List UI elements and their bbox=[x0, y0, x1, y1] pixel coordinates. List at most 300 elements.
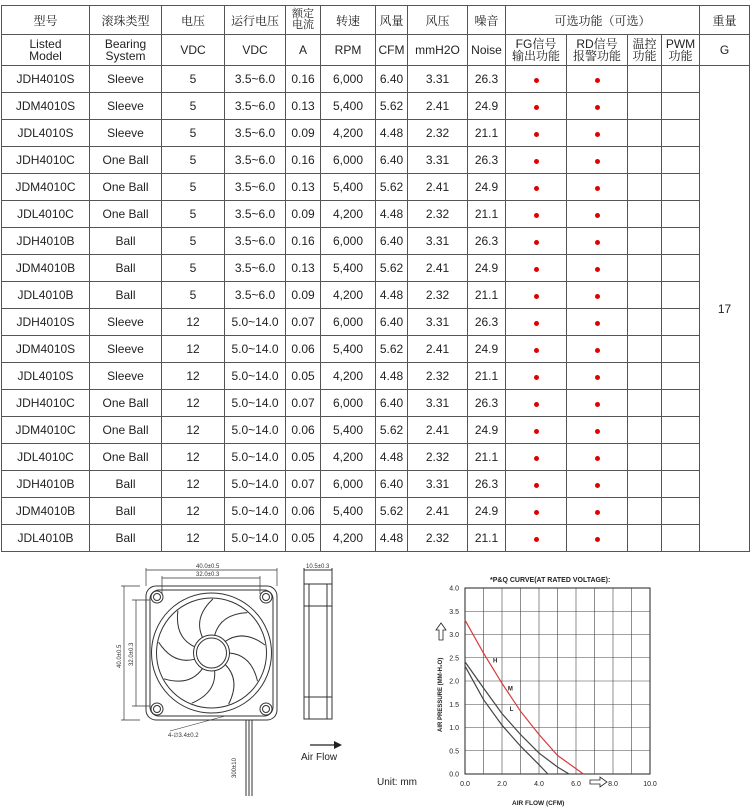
cell-rd bbox=[567, 363, 628, 390]
cell-op-voltage: 3.5~6.0 bbox=[225, 255, 286, 282]
cell-fg bbox=[506, 390, 567, 417]
header-model-en: Listed Model bbox=[2, 35, 90, 66]
feature-dot-icon bbox=[534, 537, 539, 542]
x-axis-label: AIR FLOW (CFM) bbox=[512, 800, 565, 807]
cell-pressure: 2.32 bbox=[408, 201, 468, 228]
cell-noise: 24.9 bbox=[468, 174, 506, 201]
cell-op-voltage: 3.5~6.0 bbox=[225, 120, 286, 147]
cell-rd bbox=[567, 471, 628, 498]
cell-voltage: 5 bbox=[162, 201, 225, 228]
cell-current: 0.05 bbox=[286, 363, 321, 390]
cell-temp bbox=[628, 444, 662, 471]
cell-pressure: 2.41 bbox=[408, 93, 468, 120]
header-noise-cn: 噪音 bbox=[468, 6, 506, 35]
cell-model: JDM4010S bbox=[2, 93, 90, 120]
table-row bbox=[2, 390, 750, 417]
feature-dot-icon bbox=[595, 240, 600, 245]
header-cfm-en: CFM bbox=[376, 35, 408, 66]
feature-dot-icon bbox=[595, 186, 600, 191]
cell-rpm: 6,000 bbox=[321, 228, 376, 255]
cell-current: 0.07 bbox=[286, 309, 321, 336]
cell-pwm bbox=[662, 120, 700, 147]
cell-noise: 21.1 bbox=[468, 282, 506, 309]
cell-current: 0.07 bbox=[286, 390, 321, 417]
header-rpm-cn: 转速 bbox=[321, 6, 376, 35]
cell-current: 0.05 bbox=[286, 444, 321, 471]
cell-op-voltage: 5.0~14.0 bbox=[225, 309, 286, 336]
cell-bearing: Ball bbox=[90, 525, 162, 552]
cell-pressure: 3.31 bbox=[408, 66, 468, 93]
cell-bearing: Sleeve bbox=[90, 336, 162, 363]
cell-pwm bbox=[662, 471, 700, 498]
cell-model: JDH4010B bbox=[2, 471, 90, 498]
airflow-arrow bbox=[310, 741, 342, 749]
cell-rpm: 5,400 bbox=[321, 255, 376, 282]
cell-fg bbox=[506, 525, 567, 552]
lead-wires bbox=[246, 720, 252, 796]
feature-dot-icon bbox=[595, 78, 600, 83]
x-tick-label: 10.0 bbox=[643, 781, 657, 788]
cell-pwm bbox=[662, 93, 700, 120]
cell-current: 0.16 bbox=[286, 147, 321, 174]
feature-dot-icon bbox=[534, 483, 539, 488]
table-row bbox=[2, 147, 750, 174]
feature-dot-icon bbox=[534, 105, 539, 110]
cell-bearing: Ball bbox=[90, 471, 162, 498]
feature-dot-icon bbox=[534, 240, 539, 245]
cell-rd bbox=[567, 120, 628, 147]
cell-op-voltage: 5.0~14.0 bbox=[225, 417, 286, 444]
cell-rpm: 6,000 bbox=[321, 309, 376, 336]
header-vdc-en: VDC bbox=[162, 35, 225, 66]
cell-rpm: 6,000 bbox=[321, 147, 376, 174]
cell-fg bbox=[506, 417, 567, 444]
cell-temp bbox=[628, 363, 662, 390]
feature-dot-icon bbox=[595, 159, 600, 164]
table-row bbox=[2, 201, 750, 228]
cell-rpm: 5,400 bbox=[321, 174, 376, 201]
cell-model: JDL4010B bbox=[2, 282, 90, 309]
cell-rd bbox=[567, 66, 628, 93]
dim-height-inner: 32.0±0.3 bbox=[129, 642, 135, 666]
cell-bearing: One Ball bbox=[90, 174, 162, 201]
table-row bbox=[2, 66, 750, 93]
cell-cfm: 6.40 bbox=[376, 66, 408, 93]
cell-pressure: 3.31 bbox=[408, 228, 468, 255]
cell-pwm bbox=[662, 444, 700, 471]
feature-dot-icon bbox=[595, 537, 600, 542]
table-row bbox=[2, 471, 750, 498]
cell-temp bbox=[628, 255, 662, 282]
cell-pressure: 2.41 bbox=[408, 174, 468, 201]
cell-bearing: Sleeve bbox=[90, 309, 162, 336]
cell-rd bbox=[567, 228, 628, 255]
cell-op-voltage: 5.0~14.0 bbox=[225, 336, 286, 363]
header-current-cn: 额定 电流 bbox=[286, 6, 321, 35]
cell-current: 0.05 bbox=[286, 525, 321, 552]
cell-pressure: 2.32 bbox=[408, 363, 468, 390]
header-voltage-cn: 电压 bbox=[162, 6, 225, 35]
cell-bearing: Ball bbox=[90, 255, 162, 282]
cell-model: JDM4010C bbox=[2, 174, 90, 201]
cell-pressure: 2.32 bbox=[408, 444, 468, 471]
feature-dot-icon bbox=[595, 456, 600, 461]
cell-voltage: 12 bbox=[162, 363, 225, 390]
cell-cfm: 6.40 bbox=[376, 309, 408, 336]
cell-fg bbox=[506, 174, 567, 201]
cell-temp bbox=[628, 417, 662, 444]
table-row bbox=[2, 525, 750, 552]
table-row bbox=[2, 309, 750, 336]
cell-noise: 21.1 bbox=[468, 525, 506, 552]
cell-pwm bbox=[662, 336, 700, 363]
cell-cfm: 5.62 bbox=[376, 174, 408, 201]
cell-voltage: 12 bbox=[162, 471, 225, 498]
cell-op-voltage: 5.0~14.0 bbox=[225, 471, 286, 498]
header-pressure-cn: 风压 bbox=[408, 6, 468, 35]
feature-dot-icon bbox=[534, 294, 539, 299]
cell-current: 0.09 bbox=[286, 201, 321, 228]
cell-bearing: One Ball bbox=[90, 390, 162, 417]
fan-blade bbox=[225, 636, 265, 645]
y-tick-label: 0.5 bbox=[449, 748, 459, 756]
feature-dot-icon bbox=[534, 510, 539, 515]
fan-blade bbox=[159, 642, 195, 660]
header-bearing-cn: 滚珠类型 bbox=[90, 6, 162, 35]
header-model-cn: 型号 bbox=[2, 6, 90, 35]
cell-current: 0.13 bbox=[286, 93, 321, 120]
cell-rpm: 5,400 bbox=[321, 336, 376, 363]
feature-dot-icon bbox=[595, 510, 600, 515]
drawings-area bbox=[0, 556, 750, 807]
cell-fg bbox=[506, 471, 567, 498]
cell-rpm: 4,200 bbox=[321, 363, 376, 390]
cell-fg bbox=[506, 228, 567, 255]
cell-voltage: 5 bbox=[162, 120, 225, 147]
cell-bearing: One Ball bbox=[90, 147, 162, 174]
cell-fg bbox=[506, 255, 567, 282]
cell-rd bbox=[567, 525, 628, 552]
cell-current: 0.16 bbox=[286, 228, 321, 255]
feature-dot-icon bbox=[595, 132, 600, 137]
cell-pressure: 3.31 bbox=[408, 390, 468, 417]
dim-width-outer: 40.0±0.5 bbox=[196, 564, 220, 570]
cell-rpm: 6,000 bbox=[321, 471, 376, 498]
cell-pwm bbox=[662, 255, 700, 282]
cell-op-voltage: 5.0~14.0 bbox=[225, 498, 286, 525]
cell-voltage: 12 bbox=[162, 309, 225, 336]
header-pwm: PWM 功能 bbox=[662, 35, 700, 66]
cell-temp bbox=[628, 498, 662, 525]
table-row bbox=[2, 282, 750, 309]
cell-weight: 17 bbox=[700, 66, 750, 552]
cell-model: JDH4010S bbox=[2, 309, 90, 336]
y-axis-arrow-icon bbox=[436, 623, 446, 640]
cell-rd bbox=[567, 147, 628, 174]
cell-bearing: Sleeve bbox=[90, 93, 162, 120]
cell-noise: 26.3 bbox=[468, 309, 506, 336]
cell-pwm bbox=[662, 363, 700, 390]
dim-depth: 10.5±0.3 bbox=[306, 564, 330, 570]
series-label-h: H bbox=[493, 658, 498, 665]
cell-pwm bbox=[662, 201, 700, 228]
x-tick-label: 8.0 bbox=[608, 781, 618, 788]
feature-dot-icon bbox=[595, 429, 600, 434]
y-tick-label: 2.0 bbox=[449, 678, 459, 686]
dim-lead: 300±10 bbox=[232, 758, 238, 778]
cell-rpm: 4,200 bbox=[321, 525, 376, 552]
airflow-label: Air Flow bbox=[301, 752, 338, 763]
cell-model: JDL4010C bbox=[2, 444, 90, 471]
cell-bearing: Sleeve bbox=[90, 66, 162, 93]
feature-dot-icon bbox=[534, 321, 539, 326]
cell-op-voltage: 5.0~14.0 bbox=[225, 390, 286, 417]
fan-blade bbox=[225, 665, 234, 705]
series-line-l bbox=[465, 666, 548, 774]
cell-bearing: One Ball bbox=[90, 444, 162, 471]
dim-holes: 4-∅3.4±0.2 bbox=[168, 733, 199, 739]
cell-temp bbox=[628, 66, 662, 93]
cell-model: JDL4010S bbox=[2, 120, 90, 147]
cell-rpm: 6,000 bbox=[321, 66, 376, 93]
cell-cfm: 4.48 bbox=[376, 363, 408, 390]
cell-cfm: 5.62 bbox=[376, 255, 408, 282]
cell-op-voltage: 5.0~14.0 bbox=[225, 444, 286, 471]
cell-cfm: 5.62 bbox=[376, 498, 408, 525]
table-row bbox=[2, 363, 750, 390]
y-tick-label: 1.5 bbox=[449, 701, 459, 709]
feature-dot-icon bbox=[595, 267, 600, 272]
cell-rpm: 4,200 bbox=[321, 282, 376, 309]
cell-op-voltage: 3.5~6.0 bbox=[225, 93, 286, 120]
cell-current: 0.07 bbox=[286, 471, 321, 498]
pq-chart bbox=[436, 577, 657, 807]
cell-pressure: 2.32 bbox=[408, 525, 468, 552]
cell-pwm bbox=[662, 417, 700, 444]
x-axis-arrow-icon bbox=[590, 777, 607, 787]
cell-current: 0.16 bbox=[286, 66, 321, 93]
cell-fg bbox=[506, 147, 567, 174]
cell-noise: 26.3 bbox=[468, 390, 506, 417]
series-line-m bbox=[465, 662, 569, 774]
header-weight-cn: 重量 bbox=[700, 6, 750, 35]
cell-bearing: Sleeve bbox=[90, 120, 162, 147]
feature-dot-icon bbox=[534, 267, 539, 272]
cell-cfm: 4.48 bbox=[376, 525, 408, 552]
cell-model: JDL4010C bbox=[2, 201, 90, 228]
cell-cfm: 6.40 bbox=[376, 471, 408, 498]
cell-noise: 26.3 bbox=[468, 66, 506, 93]
table-row bbox=[2, 228, 750, 255]
header-options-cn: 可选功能（可选） bbox=[506, 6, 700, 35]
y-tick-label: 3.0 bbox=[449, 632, 459, 639]
series-label-m: M bbox=[507, 686, 513, 693]
x-tick-label: 2.0 bbox=[497, 781, 507, 788]
cell-pressure: 2.32 bbox=[408, 282, 468, 309]
feature-dot-icon bbox=[595, 375, 600, 380]
cell-bearing: Sleeve bbox=[90, 363, 162, 390]
header-noise-en: Noise bbox=[468, 35, 506, 66]
header-rpm-en: RPM bbox=[321, 35, 376, 66]
cell-voltage: 5 bbox=[162, 93, 225, 120]
feature-dot-icon bbox=[534, 348, 539, 353]
table-row bbox=[2, 336, 750, 363]
cell-pwm bbox=[662, 525, 700, 552]
cell-noise: 26.3 bbox=[468, 471, 506, 498]
fan-blade bbox=[164, 669, 203, 682]
feature-dot-icon bbox=[534, 429, 539, 434]
cell-cfm: 4.48 bbox=[376, 120, 408, 147]
cell-op-voltage: 5.0~14.0 bbox=[225, 525, 286, 552]
cell-op-voltage: 5.0~14.0 bbox=[225, 363, 286, 390]
cell-temp bbox=[628, 228, 662, 255]
cell-current: 0.09 bbox=[286, 282, 321, 309]
cell-voltage: 12 bbox=[162, 336, 225, 363]
cell-op-voltage: 3.5~6.0 bbox=[225, 147, 286, 174]
feature-dot-icon bbox=[595, 483, 600, 488]
cell-fg bbox=[506, 336, 567, 363]
cell-voltage: 12 bbox=[162, 444, 225, 471]
cell-bearing: Ball bbox=[90, 282, 162, 309]
table-row bbox=[2, 120, 750, 147]
cell-bearing: Ball bbox=[90, 228, 162, 255]
cell-op-voltage: 3.5~6.0 bbox=[225, 228, 286, 255]
feature-dot-icon bbox=[534, 132, 539, 137]
cell-current: 0.13 bbox=[286, 255, 321, 282]
fan-side-view bbox=[304, 568, 332, 719]
cell-pwm bbox=[662, 66, 700, 93]
y-tick-label: 4.0 bbox=[449, 585, 459, 593]
cell-cfm: 6.40 bbox=[376, 228, 408, 255]
cell-rpm: 4,200 bbox=[321, 120, 376, 147]
fan-blade bbox=[215, 613, 248, 636]
cell-pwm bbox=[662, 228, 700, 255]
header-op-voltage-cn: 运行电压 bbox=[225, 6, 286, 35]
header-vdc2-en: VDC bbox=[225, 35, 286, 66]
cell-current: 0.06 bbox=[286, 417, 321, 444]
fan-blade bbox=[200, 599, 213, 637]
cell-cfm: 4.48 bbox=[376, 201, 408, 228]
cell-fg bbox=[506, 282, 567, 309]
feature-dot-icon bbox=[595, 402, 600, 407]
table-row bbox=[2, 417, 750, 444]
cell-noise: 21.1 bbox=[468, 363, 506, 390]
cell-pressure: 2.41 bbox=[408, 417, 468, 444]
cell-voltage: 5 bbox=[162, 174, 225, 201]
table-row bbox=[2, 93, 750, 120]
cell-pressure: 2.41 bbox=[408, 498, 468, 525]
feature-dot-icon bbox=[534, 78, 539, 83]
cell-pwm bbox=[662, 309, 700, 336]
cell-noise: 21.1 bbox=[468, 201, 506, 228]
cell-temp bbox=[628, 120, 662, 147]
cell-model: JDL4010B bbox=[2, 525, 90, 552]
cell-fg bbox=[506, 66, 567, 93]
cell-op-voltage: 3.5~6.0 bbox=[225, 282, 286, 309]
cell-voltage: 5 bbox=[162, 147, 225, 174]
cell-noise: 24.9 bbox=[468, 93, 506, 120]
cell-noise: 26.3 bbox=[468, 228, 506, 255]
cell-rd bbox=[567, 417, 628, 444]
cell-bearing: Ball bbox=[90, 498, 162, 525]
cell-rd bbox=[567, 498, 628, 525]
cell-cfm: 4.48 bbox=[376, 444, 408, 471]
cell-temp bbox=[628, 390, 662, 417]
cell-pwm bbox=[662, 390, 700, 417]
cell-cfm: 4.48 bbox=[376, 282, 408, 309]
cell-temp bbox=[628, 147, 662, 174]
cell-rd bbox=[567, 282, 628, 309]
feature-dot-icon bbox=[534, 456, 539, 461]
cell-cfm: 6.40 bbox=[376, 390, 408, 417]
header-mmh2o-en: mmH2O bbox=[408, 35, 468, 66]
y-axis-label: AIR PRESSURE (MM-H₂O) bbox=[438, 657, 444, 732]
y-tick-label: 3.5 bbox=[449, 608, 459, 616]
feature-dot-icon bbox=[595, 321, 600, 326]
cell-op-voltage: 3.5~6.0 bbox=[225, 201, 286, 228]
cell-pwm bbox=[662, 147, 700, 174]
feature-dot-icon bbox=[595, 105, 600, 110]
cell-fg bbox=[506, 309, 567, 336]
feature-dot-icon bbox=[595, 294, 600, 299]
x-tick-label: 0.0 bbox=[460, 781, 470, 788]
cell-fg bbox=[506, 363, 567, 390]
cell-voltage: 12 bbox=[162, 417, 225, 444]
cell-rd bbox=[567, 174, 628, 201]
cell-noise: 21.1 bbox=[468, 120, 506, 147]
header-amp-en: A bbox=[286, 35, 321, 66]
feature-dot-icon bbox=[534, 213, 539, 218]
cell-voltage: 5 bbox=[162, 255, 225, 282]
y-tick-label: 1.0 bbox=[449, 725, 459, 732]
cell-rpm: 5,400 bbox=[321, 93, 376, 120]
cell-temp bbox=[628, 282, 662, 309]
y-tick-label: 2.5 bbox=[449, 655, 459, 663]
cell-rd bbox=[567, 201, 628, 228]
cell-model: JDM4010C bbox=[2, 417, 90, 444]
cell-temp bbox=[628, 525, 662, 552]
fan-front-view bbox=[146, 586, 277, 720]
cell-op-voltage: 3.5~6.0 bbox=[225, 66, 286, 93]
cell-model: JDM4010B bbox=[2, 255, 90, 282]
cell-rpm: 4,200 bbox=[321, 444, 376, 471]
dim-width-inner: 32.0±0.3 bbox=[196, 572, 220, 578]
cell-model: JDM4010S bbox=[2, 336, 90, 363]
header-fg: FG信号 输出功能 bbox=[506, 35, 567, 66]
cell-temp bbox=[628, 336, 662, 363]
cell-model: JDH4010C bbox=[2, 147, 90, 174]
feature-dot-icon bbox=[534, 402, 539, 407]
fan-blade bbox=[177, 611, 194, 647]
cell-pwm bbox=[662, 174, 700, 201]
cell-noise: 26.3 bbox=[468, 147, 506, 174]
cell-fg bbox=[506, 498, 567, 525]
header-temp: 温控 功能 bbox=[628, 35, 662, 66]
cell-model: JDH4010S bbox=[2, 66, 90, 93]
cell-noise: 21.1 bbox=[468, 444, 506, 471]
cell-cfm: 5.62 bbox=[376, 336, 408, 363]
feature-dot-icon bbox=[534, 159, 539, 164]
cell-pressure: 2.41 bbox=[408, 255, 468, 282]
x-tick-label: 4.0 bbox=[534, 781, 544, 788]
cell-fg bbox=[506, 120, 567, 147]
cell-temp bbox=[628, 201, 662, 228]
spec-table bbox=[1, 5, 750, 552]
cell-rd bbox=[567, 93, 628, 120]
cell-bearing: One Ball bbox=[90, 417, 162, 444]
unit-label: Unit: mm bbox=[377, 777, 417, 788]
cell-pressure: 2.32 bbox=[408, 120, 468, 147]
